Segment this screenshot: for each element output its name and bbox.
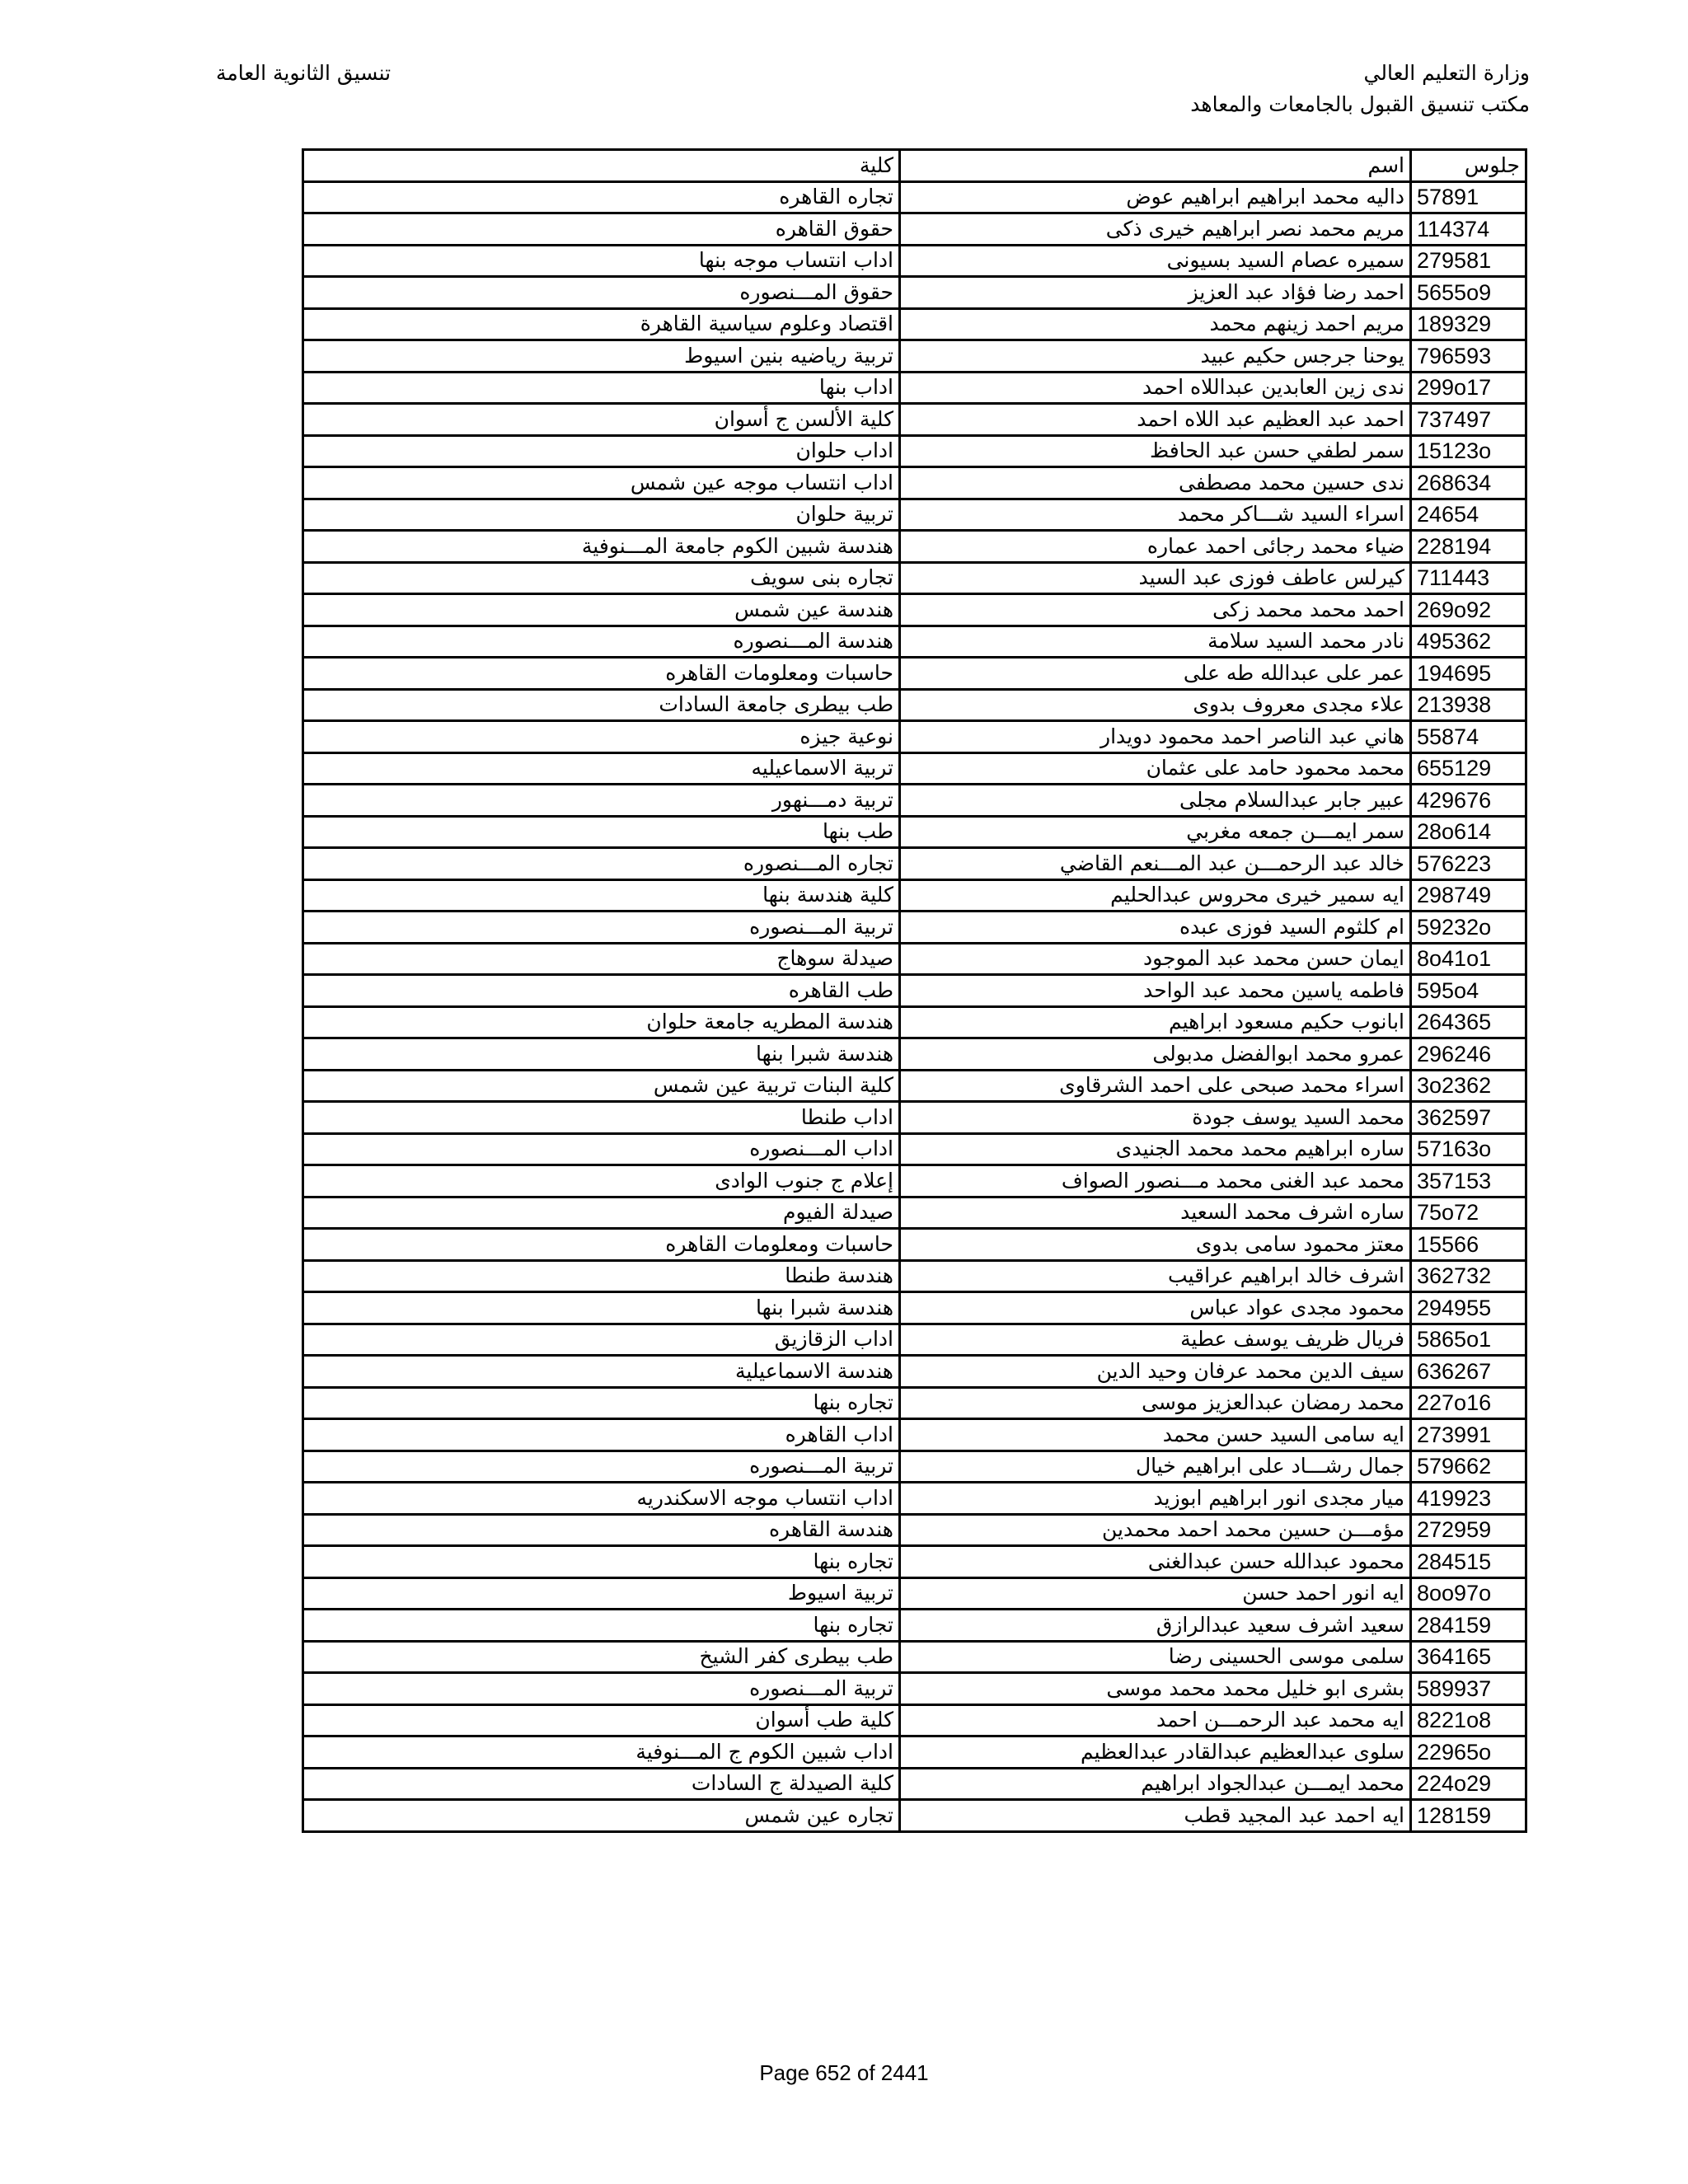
seat-cell: 269o92 xyxy=(1411,594,1526,626)
table-row xyxy=(303,1768,1526,1800)
faculty-cell: اداب الزقازيق xyxy=(303,1324,900,1356)
seat-cell: 284159 xyxy=(1411,1610,1526,1642)
name-cell: فاطمه ياسين محمد عبد الواحد xyxy=(900,975,1411,1007)
name-cell: سلمى موسى الحسينى رضا xyxy=(900,1641,1411,1673)
admissions-table xyxy=(302,148,1527,1833)
seat-cell: 579662 xyxy=(1411,1451,1526,1483)
seat-cell: 576223 xyxy=(1411,848,1526,880)
office-title: مكتب تنسيق القبول بالجامعات والمعاهد xyxy=(1190,92,1530,116)
name-cell: ساره ابراهيم محمد محمد الجنيدى xyxy=(900,1133,1411,1165)
name-cell: معتز محمود سامى بدوى xyxy=(900,1229,1411,1261)
faculty-cell: صيدلة الفيوم xyxy=(303,1197,900,1229)
name-cell: خالد عبد الرحمـــن عبد المـــنعم القاضي xyxy=(900,848,1411,880)
faculty-cell: إعلام ج جنوب الوادى xyxy=(303,1165,900,1197)
name-cell: ايه سامى السيد حسن محمد xyxy=(900,1419,1411,1451)
faculty-cell: اداب بنها xyxy=(303,372,900,404)
table-row xyxy=(303,785,1526,817)
faculty-cell: اداب شبين الكوم ج المـــنوفية xyxy=(303,1736,900,1769)
seat-cell: 796593 xyxy=(1411,340,1526,373)
name-cell: ايه محمد عبد الرحمـــن احمد xyxy=(900,1704,1411,1736)
table-row xyxy=(303,181,1526,213)
name-cell: ايه احمد عبد المجيد قطب xyxy=(900,1800,1411,1832)
seat-cell: 114374 xyxy=(1411,213,1526,246)
faculty-cell: كلية الصيدلة ج السادات xyxy=(303,1768,900,1800)
name-cell: جمال رشـــاد على ابراهيم خيال xyxy=(900,1451,1411,1483)
faculty-cell: تربية اسيوط xyxy=(303,1577,900,1610)
seat-cell: 273991 xyxy=(1411,1419,1526,1451)
table-row xyxy=(303,308,1526,340)
name-cell: اسراء محمد صبحى على احمد الشرقاوى xyxy=(900,1070,1411,1102)
seat-cell: 655129 xyxy=(1411,752,1526,785)
name-cell: اسراء السيد شـــاكر محمد xyxy=(900,499,1411,531)
faculty-cell: اداب انتساب موجه الاسكندريه xyxy=(303,1483,900,1515)
table-row xyxy=(303,1514,1526,1546)
name-cell: ندى زين العابدين عبداللاه احمد xyxy=(900,372,1411,404)
seat-cell: 264365 xyxy=(1411,1006,1526,1038)
faculty-cell: طب بيطرى كفر الشيخ xyxy=(303,1641,900,1673)
seat-cell: 284515 xyxy=(1411,1546,1526,1578)
name-cell: ضياء محمد رجائى احمد عماره xyxy=(900,531,1411,563)
table-row xyxy=(303,1197,1526,1229)
table-row xyxy=(303,213,1526,246)
table-row xyxy=(303,879,1526,912)
seat-cell: 57891 xyxy=(1411,181,1526,213)
seat-cell: 194695 xyxy=(1411,658,1526,690)
column-header-seat: جلوس xyxy=(1411,150,1526,182)
seat-cell: 5865o1 xyxy=(1411,1324,1526,1356)
table-header-row xyxy=(303,150,1526,182)
name-cell: مريم احمد زينهم محمد xyxy=(900,308,1411,340)
table-row xyxy=(303,1356,1526,1388)
faculty-cell: هندسة عين شمس xyxy=(303,594,900,626)
name-cell: اشرف خالد ابراهيم عراقيب xyxy=(900,1260,1411,1292)
seat-cell: 419923 xyxy=(1411,1483,1526,1515)
table-row xyxy=(303,467,1526,499)
faculty-cell: اداب القاهره xyxy=(303,1419,900,1451)
faculty-cell: تجاره القاهره xyxy=(303,181,900,213)
faculty-cell: هندسة شبرا بنها xyxy=(303,1292,900,1324)
table-row xyxy=(303,594,1526,626)
faculty-cell: تجاره بنها xyxy=(303,1610,900,1642)
table-row xyxy=(303,1038,1526,1071)
seat-cell: 589937 xyxy=(1411,1673,1526,1705)
table-row xyxy=(303,1133,1526,1165)
faculty-cell: تجاره بنى سويف xyxy=(303,562,900,594)
name-cell: محمد رمضان عبدالعزيز موسى xyxy=(900,1387,1411,1419)
table-row xyxy=(303,721,1526,753)
table-row xyxy=(303,1387,1526,1419)
seat-cell: 364165 xyxy=(1411,1641,1526,1673)
faculty-cell: كلية البنات تربية عين شمس xyxy=(303,1070,900,1102)
name-cell: سيف الدين محمد عرفان وحيد الدين xyxy=(900,1356,1411,1388)
faculty-cell: اداب طنطا xyxy=(303,1102,900,1134)
seat-cell: 8oo97o xyxy=(1411,1577,1526,1610)
name-cell: كيرلس عاطف فوزى عبد السيد xyxy=(900,562,1411,594)
faculty-cell: هندسة المطريه جامعة حلوان xyxy=(303,1006,900,1038)
faculty-cell: اداب انتساب موجه عين شمس xyxy=(303,467,900,499)
faculty-cell: هندسة المـــنصوره xyxy=(303,626,900,658)
name-cell: ابانوب حكيم مسعود ابراهيم xyxy=(900,1006,1411,1038)
table-row xyxy=(303,1292,1526,1324)
name-cell: ام كلثوم السيد فوزى عبده xyxy=(900,912,1411,944)
table-row xyxy=(303,1260,1526,1292)
faculty-cell: هندسة شبرا بنها xyxy=(303,1038,900,1071)
faculty-cell: حقوق المـــنصوره xyxy=(303,277,900,309)
seat-cell: 268634 xyxy=(1411,467,1526,499)
name-cell: عمر على عبدالله طه على xyxy=(900,658,1411,690)
seat-cell: 15566 xyxy=(1411,1229,1526,1261)
table-row xyxy=(303,435,1526,467)
ministry-title: وزارة التعليم العالي xyxy=(1363,61,1530,85)
faculty-cell: تربية حلوان xyxy=(303,499,900,531)
table-row xyxy=(303,372,1526,404)
seat-cell: 59232o xyxy=(1411,912,1526,944)
seat-cell: 294955 xyxy=(1411,1292,1526,1324)
faculty-cell: تربية المـــنصوره xyxy=(303,1673,900,1705)
table-row xyxy=(303,1483,1526,1515)
table-row xyxy=(303,1736,1526,1769)
name-cell: داليه محمد ابراهيم ابراهيم عوض xyxy=(900,181,1411,213)
table-row xyxy=(303,943,1526,975)
column-header-faculty: كلية xyxy=(303,150,900,182)
table-row xyxy=(303,848,1526,880)
seat-cell: 24654 xyxy=(1411,499,1526,531)
name-cell: ايه انور احمد حسن xyxy=(900,1577,1411,1610)
faculty-cell: اداب المـــنصوره xyxy=(303,1133,900,1165)
table-row xyxy=(303,562,1526,594)
name-cell: مريم محمد نصر ابراهيم خيرى ذكى xyxy=(900,213,1411,246)
seat-cell: 595o4 xyxy=(1411,975,1526,1007)
table-row xyxy=(303,340,1526,373)
seat-cell: 227o16 xyxy=(1411,1387,1526,1419)
seat-cell: 362732 xyxy=(1411,1260,1526,1292)
seat-cell: 22965o xyxy=(1411,1736,1526,1769)
faculty-cell: اداب حلوان xyxy=(303,435,900,467)
name-cell: علاء مجدى معروف بدوى xyxy=(900,689,1411,721)
faculty-cell: طب القاهره xyxy=(303,975,900,1007)
name-cell: سعيد اشرف سعيد عبدالرازق xyxy=(900,1610,1411,1642)
faculty-cell: تربية رياضيه بنين اسيوط xyxy=(303,340,900,373)
name-cell: ايه سمير خيرى محروس عبدالحليم xyxy=(900,879,1411,912)
name-cell: ندى حسين محمد مصطفى xyxy=(900,467,1411,499)
seat-cell: 228194 xyxy=(1411,531,1526,563)
seat-cell: 224o29 xyxy=(1411,1768,1526,1800)
seat-cell: 3o2362 xyxy=(1411,1070,1526,1102)
seat-cell: 213938 xyxy=(1411,689,1526,721)
name-cell: مؤمـــن حسين محمد احمد محمدين xyxy=(900,1514,1411,1546)
seat-cell: 298749 xyxy=(1411,879,1526,912)
table-row xyxy=(303,1673,1526,1705)
table-row xyxy=(303,531,1526,563)
seat-cell: 189329 xyxy=(1411,308,1526,340)
table-row xyxy=(303,1546,1526,1578)
faculty-cell: هندسة طنطا xyxy=(303,1260,900,1292)
faculty-cell: حاسبات ومعلومات القاهره xyxy=(303,658,900,690)
faculty-cell: اقتصاد وعلوم سياسية القاهرة xyxy=(303,308,900,340)
name-cell: بشرى ابو خليل محمد محمد موسى xyxy=(900,1673,1411,1705)
name-cell: ميار مجدى انور ابراهيم ابوزيد xyxy=(900,1483,1411,1515)
name-cell: محمد محمود حامد على عثمان xyxy=(900,752,1411,785)
table-row xyxy=(303,1641,1526,1673)
faculty-cell: تربية الاسماعيليه xyxy=(303,752,900,785)
table-row xyxy=(303,1324,1526,1356)
table-row xyxy=(303,689,1526,721)
faculty-cell: تربية المـــنصوره xyxy=(303,1451,900,1483)
table-row xyxy=(303,658,1526,690)
table-row xyxy=(303,1451,1526,1483)
faculty-cell: هندسة شبين الكوم جامعة المـــنوفية xyxy=(303,531,900,563)
name-cell: فريال ظريف يوسف عطية xyxy=(900,1324,1411,1356)
faculty-cell: صيدلة سوهاج xyxy=(303,943,900,975)
name-cell: نادر محمد السيد سلامة xyxy=(900,626,1411,658)
name-cell: سمر لطفي حسن عبد الحافظ xyxy=(900,435,1411,467)
seat-cell: 737497 xyxy=(1411,404,1526,436)
name-cell: احمد عبد العظيم عبد اللاه احمد xyxy=(900,404,1411,436)
seat-cell: 8221o8 xyxy=(1411,1704,1526,1736)
faculty-cell: حاسبات ومعلومات القاهره xyxy=(303,1229,900,1261)
faculty-cell: طب بنها xyxy=(303,816,900,848)
seat-cell: 362597 xyxy=(1411,1102,1526,1134)
table-row xyxy=(303,1610,1526,1642)
table-row xyxy=(303,626,1526,658)
seat-cell: 357153 xyxy=(1411,1165,1526,1197)
table-row xyxy=(303,1102,1526,1134)
faculty-cell: تربية دمـــنهور xyxy=(303,785,900,817)
seat-cell: 5655o9 xyxy=(1411,277,1526,309)
name-cell: عبير جابر عبدالسلام مجلى xyxy=(900,785,1411,817)
faculty-cell: تجاره عين شمس xyxy=(303,1800,900,1832)
faculty-cell: تجاره بنها xyxy=(303,1546,900,1578)
seat-cell: 55874 xyxy=(1411,721,1526,753)
faculty-cell: تربية المـــنصوره xyxy=(303,912,900,944)
table-row xyxy=(303,1704,1526,1736)
name-cell: محمود مجدى عواد عباس xyxy=(900,1292,1411,1324)
name-cell: سميره عصام السيد بسيونى xyxy=(900,245,1411,277)
faculty-cell: كلية الألسن ج أسوان xyxy=(303,404,900,436)
table-row xyxy=(303,499,1526,531)
name-cell: محمد عبد الغنى محمد مـــنصور الصواف xyxy=(900,1165,1411,1197)
name-cell: عمرو محمد ابوالفضل مدبولى xyxy=(900,1038,1411,1071)
table-row xyxy=(303,912,1526,944)
name-cell: ايمان حسن محمد عبد الموجود xyxy=(900,943,1411,975)
table-row xyxy=(303,1165,1526,1197)
seat-cell: 8o41o1 xyxy=(1411,943,1526,975)
faculty-cell: طب بيطرى جامعة السادات xyxy=(303,689,900,721)
name-cell: ساره اشرف محمد السعيد xyxy=(900,1197,1411,1229)
table-row xyxy=(303,975,1526,1007)
seat-cell: 636267 xyxy=(1411,1356,1526,1388)
name-cell: محمد ايمـــن عبدالجواد ابراهيم xyxy=(900,1768,1411,1800)
seat-cell: 28o614 xyxy=(1411,816,1526,848)
name-cell: احمد رضا فؤاد عبد العزيز xyxy=(900,277,1411,309)
table-row xyxy=(303,245,1526,277)
name-cell: سلوى عبدالعظيم عبدالقادر عبدالعظيم xyxy=(900,1736,1411,1769)
seat-cell: 299o17 xyxy=(1411,372,1526,404)
page-number: Page 652 of 2441 xyxy=(759,2060,929,2085)
table-row xyxy=(303,1070,1526,1102)
name-cell: يوحنا جرجس حكيم عبيد xyxy=(900,340,1411,373)
faculty-cell: تجاره المـــنصوره xyxy=(303,848,900,880)
table-row xyxy=(303,816,1526,848)
faculty-cell: كلية طب أسوان xyxy=(303,1704,900,1736)
column-header-name: اسم xyxy=(900,150,1411,182)
faculty-cell: هندسة الاسماعيلية xyxy=(303,1356,900,1388)
seat-cell: 75o72 xyxy=(1411,1197,1526,1229)
table-row xyxy=(303,752,1526,785)
name-cell: احمد محمد محمد زكى xyxy=(900,594,1411,626)
name-cell: محمد السيد يوسف جودة xyxy=(900,1102,1411,1134)
seat-cell: 128159 xyxy=(1411,1800,1526,1832)
faculty-cell: اداب انتساب موجه بنها xyxy=(303,245,900,277)
table-row xyxy=(303,1800,1526,1832)
faculty-cell: تجاره بنها xyxy=(303,1387,900,1419)
seat-cell: 495362 xyxy=(1411,626,1526,658)
faculty-cell: كلية هندسة بنها xyxy=(303,879,900,912)
table-row xyxy=(303,1229,1526,1261)
faculty-cell: هندسة القاهره xyxy=(303,1514,900,1546)
seat-cell: 296246 xyxy=(1411,1038,1526,1071)
table-row xyxy=(303,1577,1526,1610)
table-row xyxy=(303,1006,1526,1038)
name-cell: محمود عبدالله حسن عبدالغنى xyxy=(900,1546,1411,1578)
faculty-cell: نوعية جيزه xyxy=(303,721,900,753)
faculty-cell: حقوق القاهره xyxy=(303,213,900,246)
table-row xyxy=(303,277,1526,309)
name-cell: سمر ايمـــن جمعه مغربي xyxy=(900,816,1411,848)
seat-cell: 272959 xyxy=(1411,1514,1526,1546)
seat-cell: 57163o xyxy=(1411,1133,1526,1165)
coordination-title: تنسيق الثانوية العامة xyxy=(216,61,392,85)
table-row xyxy=(303,404,1526,436)
name-cell: هاني عبد الناصر احمد محمود دويدار xyxy=(900,721,1411,753)
seat-cell: 711443 xyxy=(1411,562,1526,594)
table-row xyxy=(303,1419,1526,1451)
seat-cell: 15123o xyxy=(1411,435,1526,467)
seat-cell: 279581 xyxy=(1411,245,1526,277)
seat-cell: 429676 xyxy=(1411,785,1526,817)
